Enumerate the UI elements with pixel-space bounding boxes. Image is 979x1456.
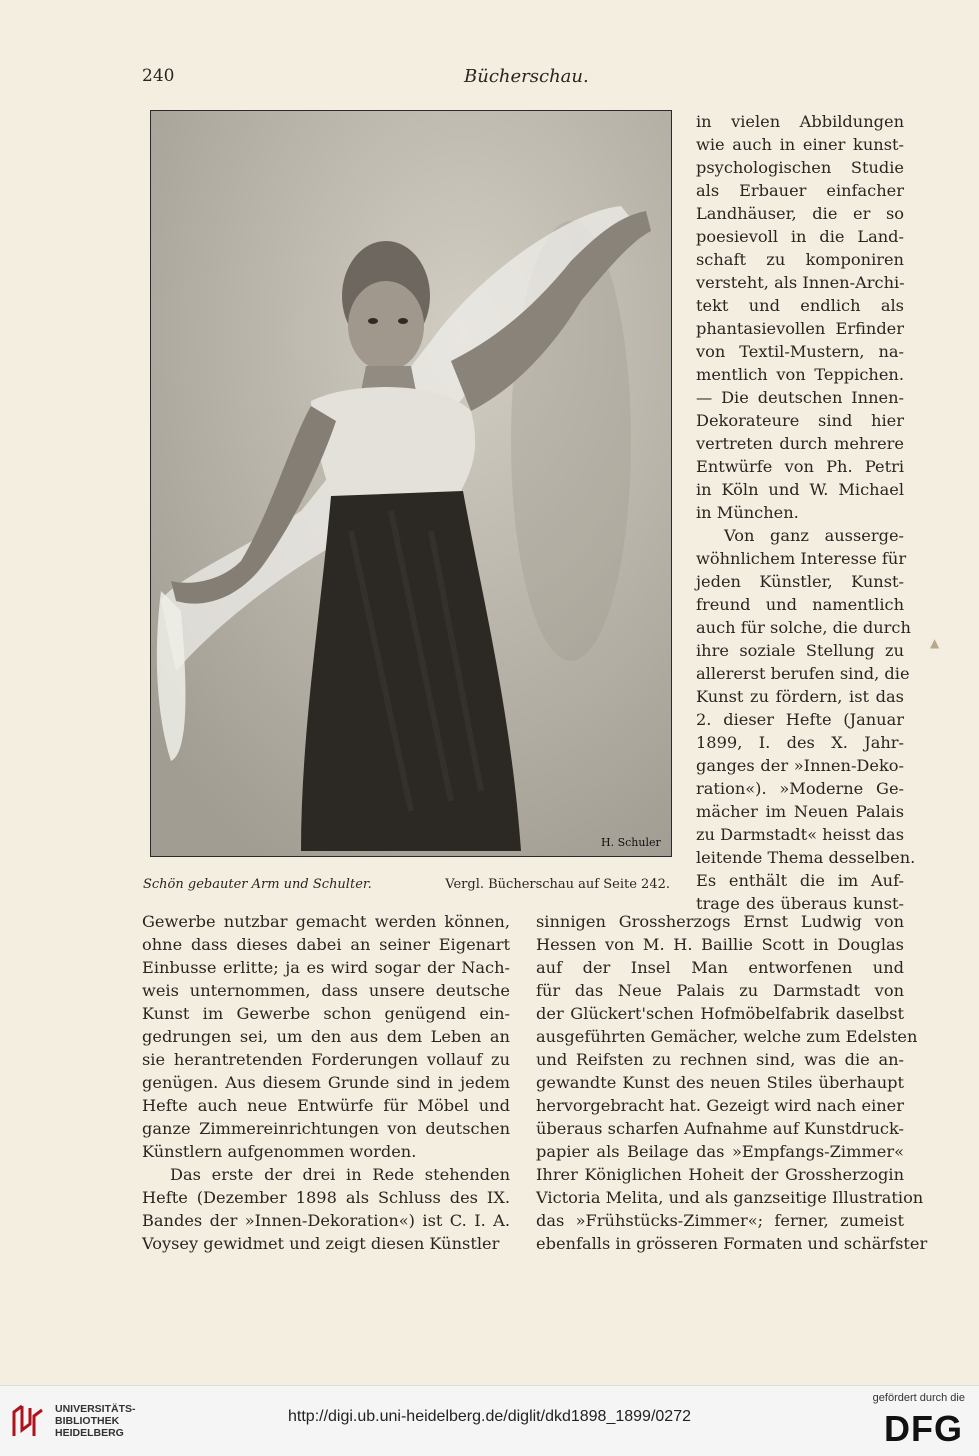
funded-by-label: gefördert durch die xyxy=(872,1392,965,1404)
text-line: versteht, als Innen-Archi- xyxy=(696,273,905,292)
text-line: überaus scharfen Aufnahme auf Kunstdruck- xyxy=(536,1119,904,1138)
text-line: Gewerbe nutzbar gemacht werden können, xyxy=(142,912,510,931)
text-line: in Köln und W. Michael xyxy=(696,480,904,499)
text-line: wöhnlichem Interesse für xyxy=(696,549,907,568)
text-line: sinnigen Grossherzogs Ernst Ludwig von xyxy=(536,912,904,931)
text-line: trage des überaus kunst- xyxy=(696,894,904,913)
text-line: phantasievollen Erfinder xyxy=(696,319,904,338)
text-line: Hessen von M. H. Baillie Scott in Douglas xyxy=(536,935,904,954)
text-line: ebenfalls in grösseren Formaten und schärfster xyxy=(536,1234,928,1253)
text-line: schaft zu komponiren xyxy=(696,250,904,269)
text-line: ihre soziale Stellung zu xyxy=(696,641,904,660)
right-bottom-column xyxy=(536,910,928,1255)
text-line: Entwürfe von Ph. Petri xyxy=(696,457,904,476)
text-line: Ihrer Königlichen Hoheit der Grossherzogin xyxy=(536,1165,904,1184)
page-number: 240 xyxy=(142,66,175,86)
photograph-woman-with-veil xyxy=(150,110,672,857)
text-line: leitende Thema desselben. xyxy=(696,848,916,867)
text-line: tekt und endlich als xyxy=(696,296,904,315)
text-line: Victoria Melita, und als ganzseitige Illustration xyxy=(536,1188,924,1207)
text-line: für das Neue Palais zu Darmstadt von xyxy=(536,981,904,1000)
footer-bar xyxy=(0,1385,979,1456)
text-line: gewandte Kunst des neuen Stiles überhaupt xyxy=(536,1073,904,1092)
text-line: der Glückert'schen Hofmöbelfabrik daselbst xyxy=(536,1004,904,1023)
text-line: das »Frühstücks-Zimmer«; ferner, zumeist xyxy=(536,1211,904,1230)
text-line: mentlich von Teppichen. xyxy=(696,365,904,384)
text-line: in vielen Abbildungen xyxy=(696,112,904,131)
text-line: — Die deutschen Innen- xyxy=(696,388,904,407)
text-line: genügen. Aus diesem Grunde sind in jedem xyxy=(142,1073,510,1092)
caption-reference: Vergl. Bücherschau auf Seite 242. xyxy=(445,877,670,892)
text-line: zu Darmstadt« heisst das xyxy=(696,825,904,844)
left-bottom-column xyxy=(142,910,510,1255)
text-line: Bandes der »Innen-Dekoration«) ist C. I. A. xyxy=(142,1211,510,1230)
text-line: hervorgebracht hat. Gezeigt wird nach einer xyxy=(536,1096,904,1115)
text-line: Das erste der drei in Rede stehenden xyxy=(170,1165,510,1184)
text-line: jeden Künstler, Kunst- xyxy=(696,572,904,591)
text-line: Kunst zu fördern, ist das xyxy=(696,687,904,706)
text-line: Von ganz ausserge- xyxy=(724,526,904,545)
text-line: Hefte auch neue Entwürfe für Möbel und xyxy=(142,1096,510,1115)
text-line: Künstlern aufgenommen worden. xyxy=(142,1142,417,1161)
text-line: Einbusse erlitte; ja es wird sogar der Nach- xyxy=(142,958,510,977)
institution-name: UNIVERSITÄTS- BIBLIOTHEK HEIDELBERG xyxy=(55,1403,136,1439)
text-line: allererst berufen sind, die xyxy=(696,664,910,683)
text-line: mächer im Neuen Palais xyxy=(696,802,904,821)
right-text-column xyxy=(696,110,916,915)
text-line: ganze Zimmereinrichtungen von deutschen xyxy=(142,1119,510,1138)
text-line: Dekorateure sind hier xyxy=(696,411,904,430)
text-line: Es enthält die im Auf- xyxy=(696,871,904,890)
text-line: auch für solche, die durch xyxy=(696,618,911,637)
text-line: von Textil-Mustern, na- xyxy=(696,342,904,361)
text-line: ausgeführten Gemächer, welche zum Edelsten xyxy=(536,1027,918,1046)
text-line: 2. dieser Hefte (Januar xyxy=(696,710,904,729)
text-line: als Erbauer einfacher xyxy=(696,181,904,200)
running-title: Bücherschau. xyxy=(464,66,589,87)
text-line: vertreten durch mehrere xyxy=(696,434,904,453)
text-line: poesievoll in die Land- xyxy=(696,227,904,246)
paper-blemish: ▲ xyxy=(930,636,940,650)
text-line: Kunst im Gewerbe schon genügend ein- xyxy=(142,1004,510,1023)
text-line: Landhäuser, die er so xyxy=(696,204,904,223)
text-line: papier als Beilage das »Empfangs-Zimmer« xyxy=(536,1142,904,1161)
text-line: sie herantretenden Forderungen vollauf zu xyxy=(142,1050,510,1069)
dfg-logo: DFG xyxy=(884,1408,963,1449)
text-line: ration«). »Moderne Ge- xyxy=(696,779,904,798)
text-line: auf der Insel Man entworfenen und xyxy=(536,958,904,977)
text-line: psychologischen Studie xyxy=(696,158,904,177)
source-url-link[interactable]: http://digi.ub.uni-heidelberg.de/diglit/dkd1898_1899/0272 xyxy=(288,1408,691,1425)
caption-title: Schön gebauter Arm und Schulter. xyxy=(143,877,372,892)
page-header xyxy=(142,66,904,92)
text-line: 1899, I. des X. Jahr- xyxy=(696,733,904,752)
text-line: ganges der »Innen-Deko- xyxy=(696,756,904,775)
text-line: weis unternommen, dass unsere deutsche xyxy=(142,981,510,1000)
text-line: ohne dass dieses dabei an seiner Eigenart xyxy=(142,935,510,954)
text-line: freund und namentlich xyxy=(696,595,904,614)
text-line: wie auch in einer kunst- xyxy=(696,135,904,154)
text-line: und Reifsten zu rechnen sind, was die an- xyxy=(536,1050,904,1069)
photo-signature: H. Schuler xyxy=(601,836,661,849)
text-line: gedrungen sei, um den aus dem Leben an xyxy=(142,1027,510,1046)
text-line: Hefte (Dezember 1898 als Schluss des IX. xyxy=(142,1188,510,1207)
text-line: in München. xyxy=(696,503,799,522)
text-line: Voysey gewidmet und zeigt diesen Künstler xyxy=(142,1234,500,1253)
